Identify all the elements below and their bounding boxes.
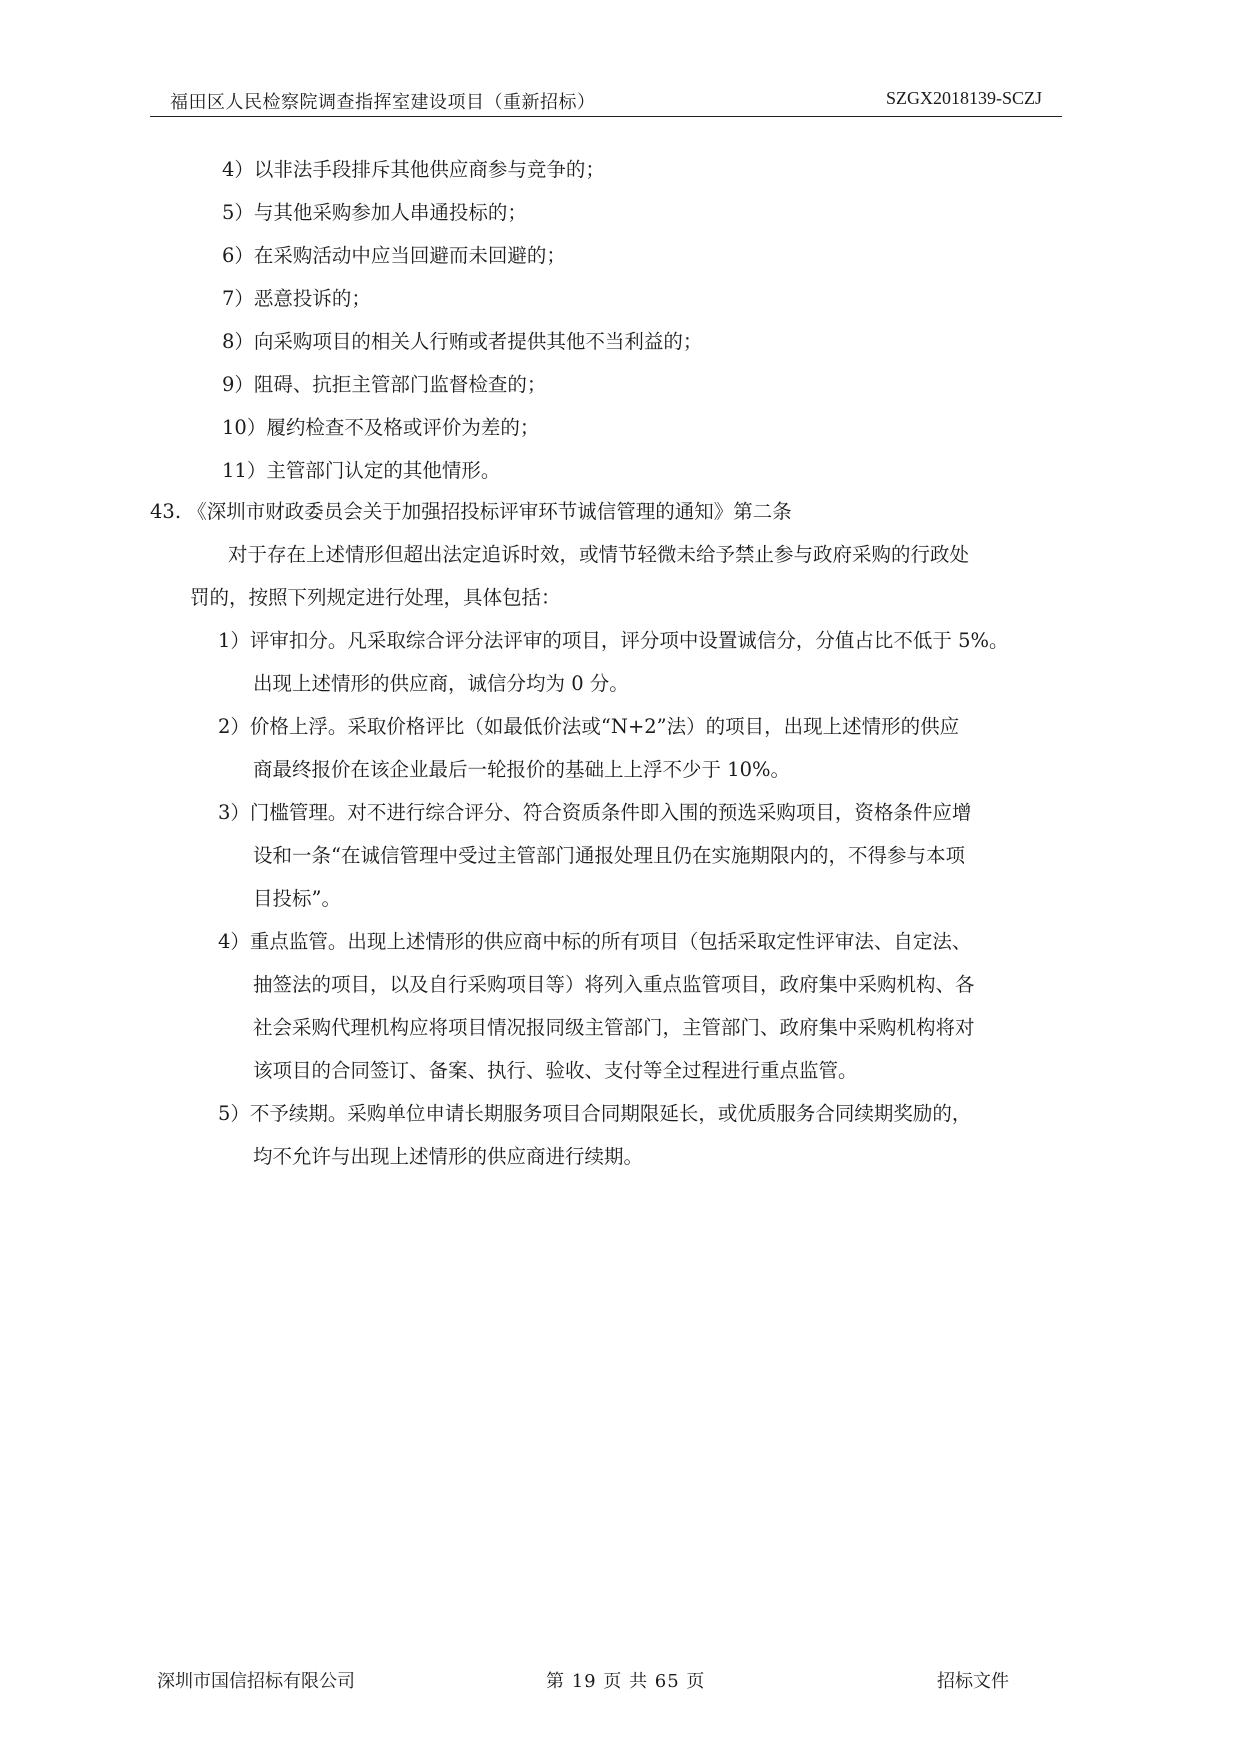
list-item: 9）阻碍、抗拒主管部门监督检查的； <box>222 373 547 396</box>
footer-page-number: 第 19 页 共 65 页 <box>546 1671 706 1692</box>
header-project-code: SZGX2018139-SCZJ <box>885 88 1042 108</box>
rule-item: 1）评审扣分。凡采取综合评分法评审的项目，评分项中设置诚信分，分值占比不低于 5%。 <box>218 629 1009 652</box>
rule-item-continuation: 目投标”。 <box>253 887 341 910</box>
rule-item-continuation: 商最终报价在该企业最后一轮报价的基础上上浮不少于 10%。 <box>253 758 791 781</box>
list-item: 4）以非法手段排斥其他供应商参与竞争的； <box>222 158 605 181</box>
rule-item-continuation: 抽签法的项目，以及自行采购项目等）将列入重点监管项目，政府集中采购机构、各 <box>253 973 975 996</box>
paragraph-line: 罚的，按照下列规定进行处理，具体包括： <box>190 586 561 609</box>
rule-item-continuation: 该项目的合同签订、备案、执行、验收、支付等全过程进行重点监管。 <box>253 1059 858 1082</box>
header-title: 福田区人民检察院调查指挥室建设项目（重新招标） <box>170 92 596 113</box>
list-item: 11）主管部门认定的其他情形。 <box>222 459 501 482</box>
section-heading: 43. 《深圳市财政委员会关于加强招投标评审环节诚信管理的通知》第二条 <box>150 500 792 523</box>
rule-item-continuation: 出现上述情形的供应商，诚信分均为 0 分。 <box>253 672 629 695</box>
footer-company: 深圳市国信招标有限公司 <box>157 1671 355 1692</box>
list-item: 7）恶意投诉的； <box>222 287 371 310</box>
rule-item: 2）价格上浮。采取价格评比（如最低价法或“N+2”法）的项目，出现上述情形的供应 <box>218 715 960 738</box>
rule-item-continuation: 社会采购代理机构应将项目情况报同级主管部门，主管部门、政府集中采购机构将对 <box>253 1016 975 1039</box>
rule-item: 5）不予续期。采购单位申请长期服务项目合同期限延长，或优质服务合同续期奖励的， <box>218 1102 972 1125</box>
rule-item-continuation: 设和一条“在诚信管理中受过主管部门通报处理且仍在实施期限内的，不得参与本项 <box>253 844 965 867</box>
rule-item: 3）门槛管理。对不进行综合评分、符合资质条件即入围的预选采购项目，资格条件应增 <box>218 801 972 824</box>
list-item: 8）向采购项目的相关人行贿或者提供其他不当利益的； <box>222 330 703 353</box>
paragraph-line: 对于存在上述情形但超出法定追诉时效，或情节轻微未给予禁止参与政府采购的行政处 <box>228 543 970 566</box>
footer-doc-type: 招标文件 <box>937 1671 1009 1692</box>
list-item: 5）与其他采购参加人串通投标的； <box>222 201 527 224</box>
list-item: 10）履约检查不及格或评价为差的； <box>222 416 540 439</box>
page-header <box>150 86 1062 117</box>
rule-item-continuation: 均不允许与出现上述情形的供应商进行续期。 <box>253 1145 644 1168</box>
rule-item: 4）重点监管。出现上述情形的供应商中标的所有项目（包括采取定性评审法、自定法、 <box>218 930 972 953</box>
list-item: 6）在采购活动中应当回避而未回避的； <box>222 244 566 267</box>
